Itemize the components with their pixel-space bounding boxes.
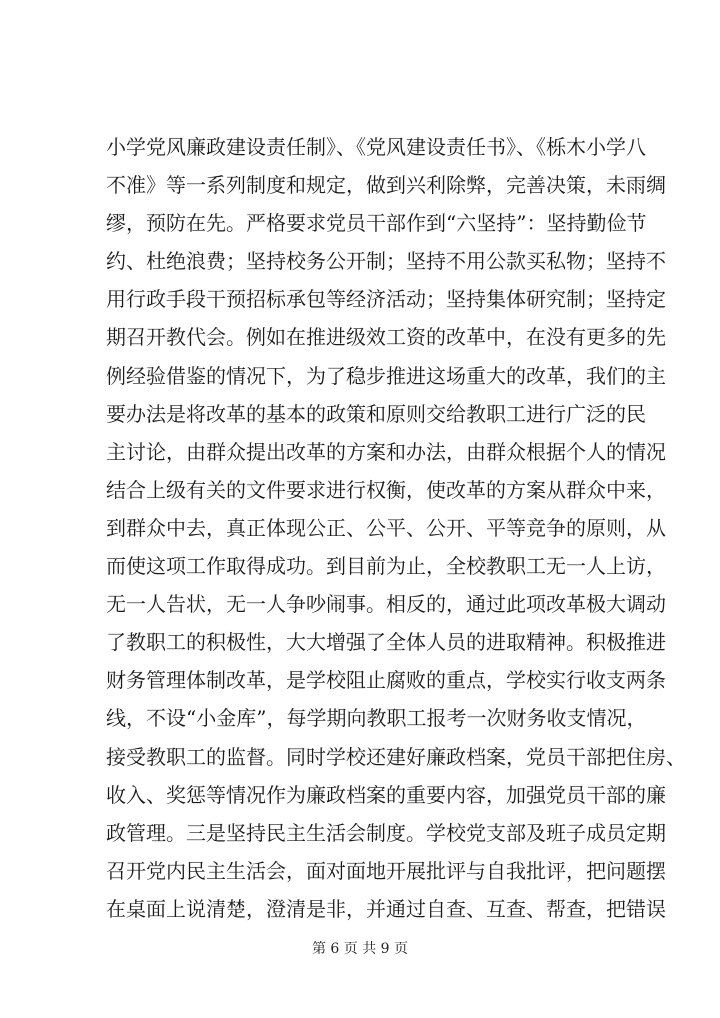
text-line: 在桌面上说清楚，澄清是非，并通过自查、互查、帮查，把错误 — [106, 896, 666, 921]
text-line: 政管理。三是坚持民主生活会制度。学校党支部及班子成员定期 — [106, 820, 666, 845]
text-line: 财务管理体制改革，是学校阻止腐败的重点，学校实行收支两条 — [106, 668, 666, 693]
text-line: 无一人告状，无一人争吵闹事。相反的，通过此项改革极大调动 — [106, 592, 666, 617]
text-line: 不准》等一系列制度和规定，做到兴利除弊，完善决策，未雨绸 — [106, 173, 666, 198]
text-line: 接受教职工的监督。同时学校还建好廉政档案，党员干部把住房、 — [106, 744, 686, 769]
text-line: 期召开教代会。例如在推进级效工资的改革中，在没有更多的先 — [106, 325, 666, 350]
text-line: 线，不设“小金库”，每学期向教职工报考一次财务收支情况， — [106, 706, 647, 731]
text-line: 主讨论，由群众提出改革的方案和办法，由群众根据个人的情况 — [106, 439, 666, 464]
page-number-footer: 第 6 页 共 9 页 — [311, 941, 409, 957]
text-line: 结合上级有关的文件要求进行权衡，使改革的方案从群众中来， — [106, 477, 666, 502]
body-paragraph — [106, 128, 686, 928]
text-line: 要办法是将改革的基本的政策和原则交给教职工进行广泛的民 — [106, 401, 646, 426]
text-line: 到群众中去，真正体现公正、公平、公开、平等竞争的原则，从 — [106, 515, 666, 540]
text-line: 例经验借鉴的情况下，为了稳步推进这场重大的改革，我们的主 — [106, 363, 666, 388]
text-line: 约、杜绝浪费；坚持校务公开制；坚持不用公款买私物；坚持不 — [106, 249, 666, 274]
text-line: 了教职工的积极性，大大增强了全体人员的进取精神。积极推进 — [106, 630, 666, 655]
text-line: 收入、奖惩等情况作为廉政档案的重要内容，加强党员干部的廉 — [106, 782, 666, 807]
text-line: 小学党风廉政建设责任制》、《党风建设责任书》、《栎木小学八 — [106, 135, 646, 159]
text-line: 而使这项工作取得成功。到目前为止，全校教职工无一人上访， — [106, 554, 666, 579]
text-line: 缪，预防在先。严格要求党员干部作到“六坚持”：坚持勤俭节 — [106, 211, 647, 236]
text-line: 用行政手段干预招标承包等经济活动；坚持集体研究制；坚持定 — [106, 287, 666, 312]
text-line: 召开党内民主生活会，面对面地开展批评与自我批评，把问题摆 — [106, 858, 666, 883]
